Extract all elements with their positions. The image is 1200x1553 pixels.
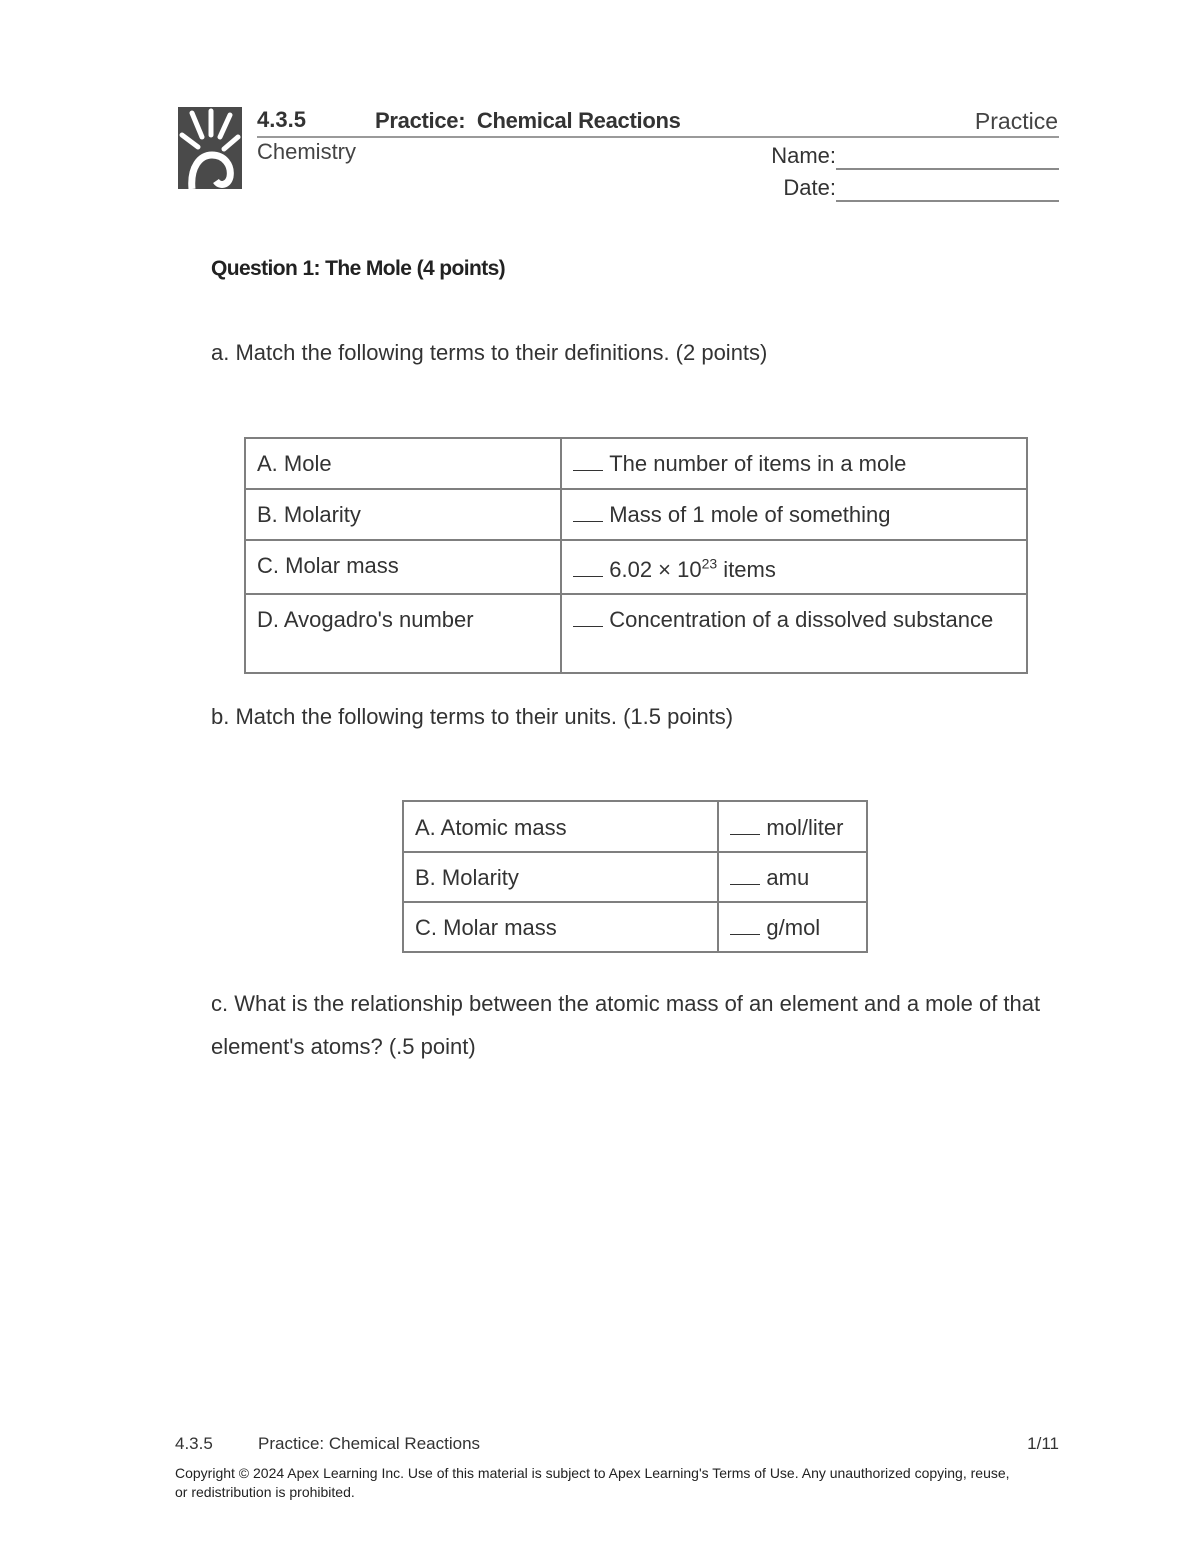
table-row [245, 489, 1027, 540]
name-label: Name: [771, 143, 836, 168]
table-row [245, 438, 1027, 489]
footer-lesson-title: Practice: Chemical Reactions [258, 1434, 481, 1453]
definitions-table [244, 437, 1028, 674]
answer-blank[interactable] [573, 454, 603, 471]
answer-blank[interactable] [573, 505, 603, 522]
header-subject: Chemistry [257, 139, 357, 164]
table-row [403, 801, 867, 852]
definition-cell[interactable]: $6.02 \times 10^{23}$ items [561, 540, 1027, 594]
term-cell: C. Molar mass [403, 902, 718, 952]
header-lesson-title: Practice: Chemical Reactions [375, 108, 681, 133]
answer-blank[interactable] [730, 868, 760, 885]
part-a-prompt: a. Match the following terms to their definitions. (2 points) [211, 340, 768, 365]
header-divider [257, 136, 1059, 138]
part-b-prompt: b. Match the following terms to their units. (1.5 points) [211, 704, 734, 729]
answer-blank[interactable] [573, 610, 603, 627]
answer-blank[interactable] [573, 560, 603, 577]
definition-cell[interactable]: The number of items in a mole [561, 438, 1027, 489]
term-cell: A. Mole [245, 438, 561, 489]
question-title: Question 1: The Mole (4 points) [211, 257, 506, 280]
date-field[interactable] [836, 200, 1059, 202]
header-activity-type: Practice [974, 108, 1058, 134]
table-row [403, 902, 867, 952]
name-field[interactable] [836, 168, 1059, 170]
term-cell: C. Molar mass [245, 540, 561, 594]
footer-lesson-number: 4.3.5 [175, 1434, 213, 1453]
term-cell: D. Avogadro's number [245, 594, 561, 673]
date-label: Date: [783, 175, 836, 200]
apex-sun-logo-icon [178, 107, 242, 189]
unit-cell[interactable]: amu [718, 852, 867, 902]
part-c-prompt: c. What is the relationship between the atomic mass of an element and a mole of that element's atoms? (.5 point) [211, 991, 1041, 1059]
header-lesson-number: 4.3.5 [257, 107, 306, 132]
definition-cell[interactable]: Mass of 1 mole of something [561, 489, 1027, 540]
term-cell: B. Molarity [403, 852, 718, 902]
table-row [245, 594, 1027, 673]
table-row [403, 852, 867, 902]
units-table [402, 800, 868, 953]
term-cell: B. Molarity [245, 489, 561, 540]
unit-cell[interactable]: g/mol [718, 902, 867, 952]
footer-page-number: 1/11 [1027, 1434, 1059, 1453]
answer-blank[interactable] [730, 918, 760, 935]
unit-cell[interactable]: mol/liter [718, 801, 867, 852]
answer-blank[interactable] [730, 818, 760, 835]
table-row [245, 540, 1027, 594]
definition-cell[interactable]: Concentration of a dissolved substance [561, 594, 1027, 673]
copyright-notice: Copyright © 2024 Apex Learning Inc. Use of this material is subject to Apex Learning's Terms of Use. Any unauthorized copying, reuse, or redistribution is prohibited. [175, 1465, 1010, 1500]
term-cell: A. Atomic mass [403, 801, 718, 852]
exponent: 23 [701, 555, 718, 572]
